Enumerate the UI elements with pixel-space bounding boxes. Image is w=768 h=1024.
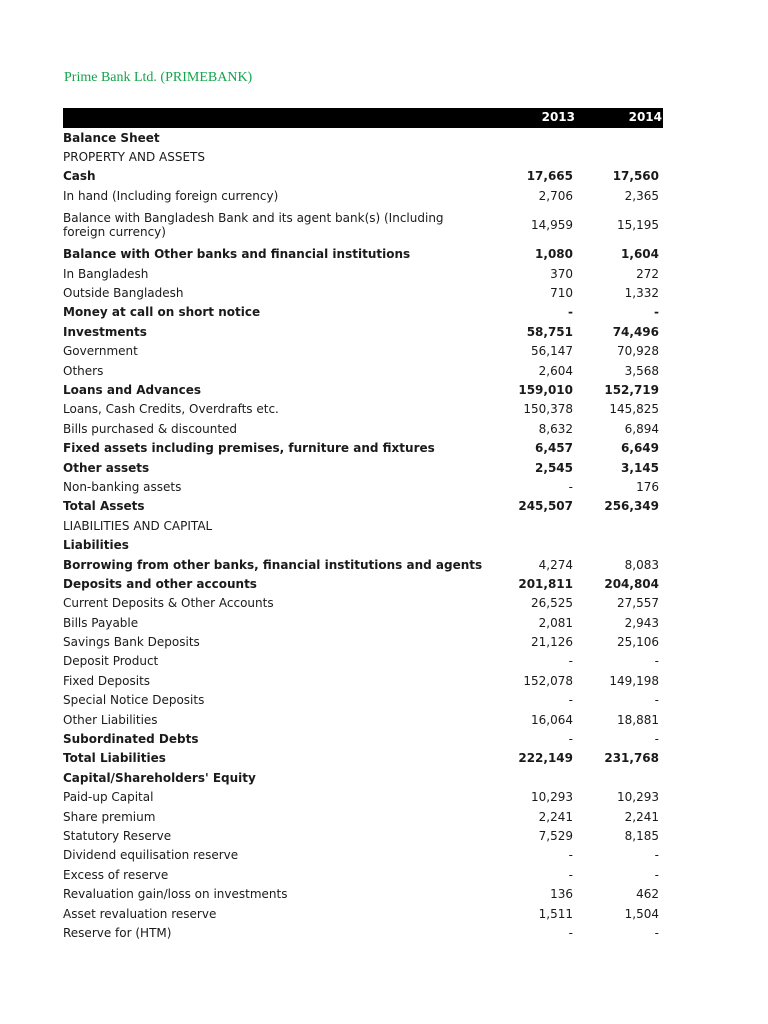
value-2013: 14,959	[531, 218, 573, 233]
value-2013: 2,081	[538, 615, 573, 630]
table-row	[63, 613, 663, 632]
table-row	[63, 438, 663, 457]
table-row	[63, 749, 663, 768]
value-2014: 3,568	[624, 363, 659, 378]
value-2013: -	[568, 925, 573, 940]
row-label: Paid-up Capital	[63, 790, 154, 805]
table-row	[63, 322, 663, 341]
table-row	[63, 865, 663, 884]
value-2013: 201,811	[518, 576, 573, 591]
value-2013: -	[568, 479, 573, 494]
table-row	[63, 458, 663, 477]
value-2014: 2,943	[624, 615, 659, 630]
value-2013: 245,507	[518, 499, 573, 514]
value-2014: 6,894	[624, 421, 659, 436]
row-label: Bills purchased & discounted	[63, 421, 238, 436]
table-row	[63, 342, 663, 361]
table-row	[63, 147, 663, 166]
value-2013: 2,241	[538, 809, 573, 824]
value-2014: 6,649	[621, 441, 659, 456]
table-row	[63, 652, 663, 671]
value-2013: 152,078	[523, 673, 573, 688]
row-label: Balance Sheet	[63, 130, 160, 145]
row-label: In hand (Including foreign currency)	[63, 188, 279, 203]
value-2014: 2,241	[624, 809, 659, 824]
row-label: Current Deposits & Other Accounts	[63, 596, 274, 611]
table-row	[63, 535, 663, 554]
table-body	[63, 128, 663, 943]
value-2014: 204,804	[604, 576, 659, 591]
table-row	[63, 671, 663, 690]
table-row	[63, 632, 663, 651]
value-2013: -	[568, 732, 573, 747]
row-label: Balance with Bangladesh Bank and its agent bank(s) (Including foreign currency)	[63, 211, 444, 240]
value-2013: 136	[550, 887, 573, 902]
value-2013: 56,147	[531, 344, 573, 359]
value-2013: 2,604	[538, 363, 573, 378]
value-2013: 2,706	[538, 188, 573, 203]
table-row	[63, 788, 663, 807]
value-2014: -	[654, 925, 659, 940]
value-2014: 15,195	[617, 218, 659, 233]
row-label: Total Liabilities	[63, 751, 166, 766]
value-2013: 710	[550, 286, 573, 301]
table-row	[63, 400, 663, 419]
value-2014: 2,365	[624, 188, 659, 203]
value-2014: 74,496	[612, 324, 659, 339]
value-2013: 1,511	[538, 906, 573, 921]
table-row	[63, 904, 663, 923]
value-2013: 10,293	[531, 790, 573, 805]
table-row	[63, 361, 663, 380]
value-2013: 16,064	[531, 712, 573, 727]
row-label: Excess of reserve	[63, 867, 169, 882]
value-2014: 18,881	[617, 712, 659, 727]
value-2014: 272	[636, 266, 659, 281]
value-2013: 21,126	[531, 635, 573, 650]
row-label: Share premium	[63, 809, 156, 824]
table-row	[63, 283, 663, 302]
value-2013: 159,010	[518, 382, 573, 397]
row-label: In Bangladesh	[63, 266, 149, 281]
value-2014: -	[654, 867, 659, 882]
row-label: Loans, Cash Credits, Overdrafts etc.	[63, 402, 279, 417]
row-label: Non-banking assets	[63, 479, 182, 494]
value-2013: -	[568, 848, 573, 863]
value-2013: 150,378	[523, 402, 573, 417]
table-row	[63, 807, 663, 826]
value-2014: -	[654, 848, 659, 863]
company-title: Prime Bank Ltd. (PRIMEBANK)	[64, 70, 253, 85]
value-2013: 1,080	[535, 247, 573, 262]
table-row	[63, 594, 663, 613]
value-2013: 8,632	[538, 421, 573, 436]
row-label: Dividend equilisation reserve	[63, 848, 239, 863]
year-header-2013: 2013	[541, 110, 575, 124]
value-2013: 2,545	[535, 460, 573, 475]
value-2013: 7,529	[538, 828, 573, 843]
row-label: Capital/Shareholders' Equity	[63, 770, 256, 785]
row-label: Cash	[63, 169, 96, 184]
value-2013: -	[568, 693, 573, 708]
row-label: Deposits and other accounts	[63, 576, 257, 591]
table-row	[63, 245, 663, 264]
row-label: Subordinated Debts	[63, 732, 199, 747]
value-2013: 58,751	[526, 324, 573, 339]
year-header-2014: 2014	[628, 110, 662, 124]
row-label: Other Liabilities	[63, 712, 158, 727]
value-2014: 27,557	[617, 596, 659, 611]
value-2013: -	[568, 867, 573, 882]
value-2014: 3,145	[621, 460, 659, 475]
value-2014: -	[654, 305, 659, 320]
value-2013: 17,665	[526, 169, 573, 184]
table-row	[63, 923, 663, 942]
value-2014: -	[654, 693, 659, 708]
row-label: LIABILITIES AND CAPITAL	[63, 518, 213, 533]
table-row	[63, 574, 663, 593]
row-label: Reserve for (HTM)	[63, 925, 172, 940]
value-2014: 1,332	[624, 286, 659, 301]
value-2013: -	[568, 654, 573, 669]
row-label: Fixed assets including premises, furniture and fixtures	[63, 441, 435, 456]
value-2014: 1,604	[621, 247, 659, 262]
row-label: Asset revaluation reserve	[63, 906, 217, 921]
row-label: Special Notice Deposits	[63, 693, 205, 708]
value-2014: 145,825	[609, 402, 659, 417]
table-row	[63, 555, 663, 574]
value-2014: -	[654, 654, 659, 669]
table-row	[63, 264, 663, 283]
row-label: Outside Bangladesh	[63, 286, 184, 301]
value-2014: 176	[636, 479, 659, 494]
row-label: Government	[63, 344, 138, 359]
row-label: Total Assets	[63, 499, 145, 514]
table-row	[63, 710, 663, 729]
value-2014: 1,504	[624, 906, 659, 921]
year-header-row	[63, 108, 663, 128]
value-2014: 8,185	[624, 828, 659, 843]
row-label: Fixed Deposits	[63, 673, 151, 688]
row-label: Bills Payable	[63, 615, 139, 630]
value-2014: 17,560	[612, 169, 659, 184]
value-2014: 152,719	[604, 382, 659, 397]
row-label: Money at call on short notice	[63, 305, 261, 320]
table-row	[63, 186, 663, 205]
row-label: Others	[63, 363, 104, 378]
row-label: Borrowing from other banks, financial institutions and agents	[63, 557, 483, 572]
value-2013: 26,525	[531, 596, 573, 611]
table-row	[63, 516, 663, 535]
row-label: Revaluation gain/loss on investments	[63, 887, 288, 902]
value-2014: 149,198	[609, 673, 659, 688]
table-row	[63, 167, 663, 186]
table-row	[63, 691, 663, 710]
table-row	[63, 477, 663, 496]
row-label: Statutory Reserve	[63, 828, 172, 843]
value-2013: -	[568, 305, 573, 320]
table-row	[63, 497, 663, 516]
value-2013: 370	[550, 266, 573, 281]
row-label: Deposit Product	[63, 654, 159, 669]
table-row	[63, 846, 663, 865]
balance-sheet-table	[63, 108, 663, 943]
value-2013: 222,149	[518, 751, 573, 766]
value-2014: 231,768	[604, 751, 659, 766]
table-row	[63, 206, 663, 245]
value-2014: -	[654, 732, 659, 747]
table-row	[63, 380, 663, 399]
table-row	[63, 884, 663, 903]
row-label: Balance with Other banks and financial institutions	[63, 247, 411, 262]
table-row	[63, 419, 663, 438]
row-label: Other assets	[63, 460, 150, 475]
value-2014: 462	[636, 887, 659, 902]
value-2013: 4,274	[538, 557, 573, 572]
row-label: Loans and Advances	[63, 382, 201, 397]
row-label: Investments	[63, 324, 147, 339]
table-row	[63, 826, 663, 845]
value-2013: 6,457	[535, 441, 573, 456]
value-2014: 10,293	[617, 790, 659, 805]
table-row	[63, 768, 663, 787]
row-label: Savings Bank Deposits	[63, 635, 200, 650]
value-2014: 256,349	[604, 499, 659, 514]
value-2014: 8,083	[624, 557, 659, 572]
value-2014: 70,928	[617, 344, 659, 359]
value-2014: 25,106	[617, 635, 659, 650]
row-label: Liabilities	[63, 538, 129, 553]
table-row	[63, 303, 663, 322]
table-row	[63, 128, 663, 147]
row-label: PROPERTY AND ASSETS	[63, 150, 205, 165]
table-row	[63, 729, 663, 748]
